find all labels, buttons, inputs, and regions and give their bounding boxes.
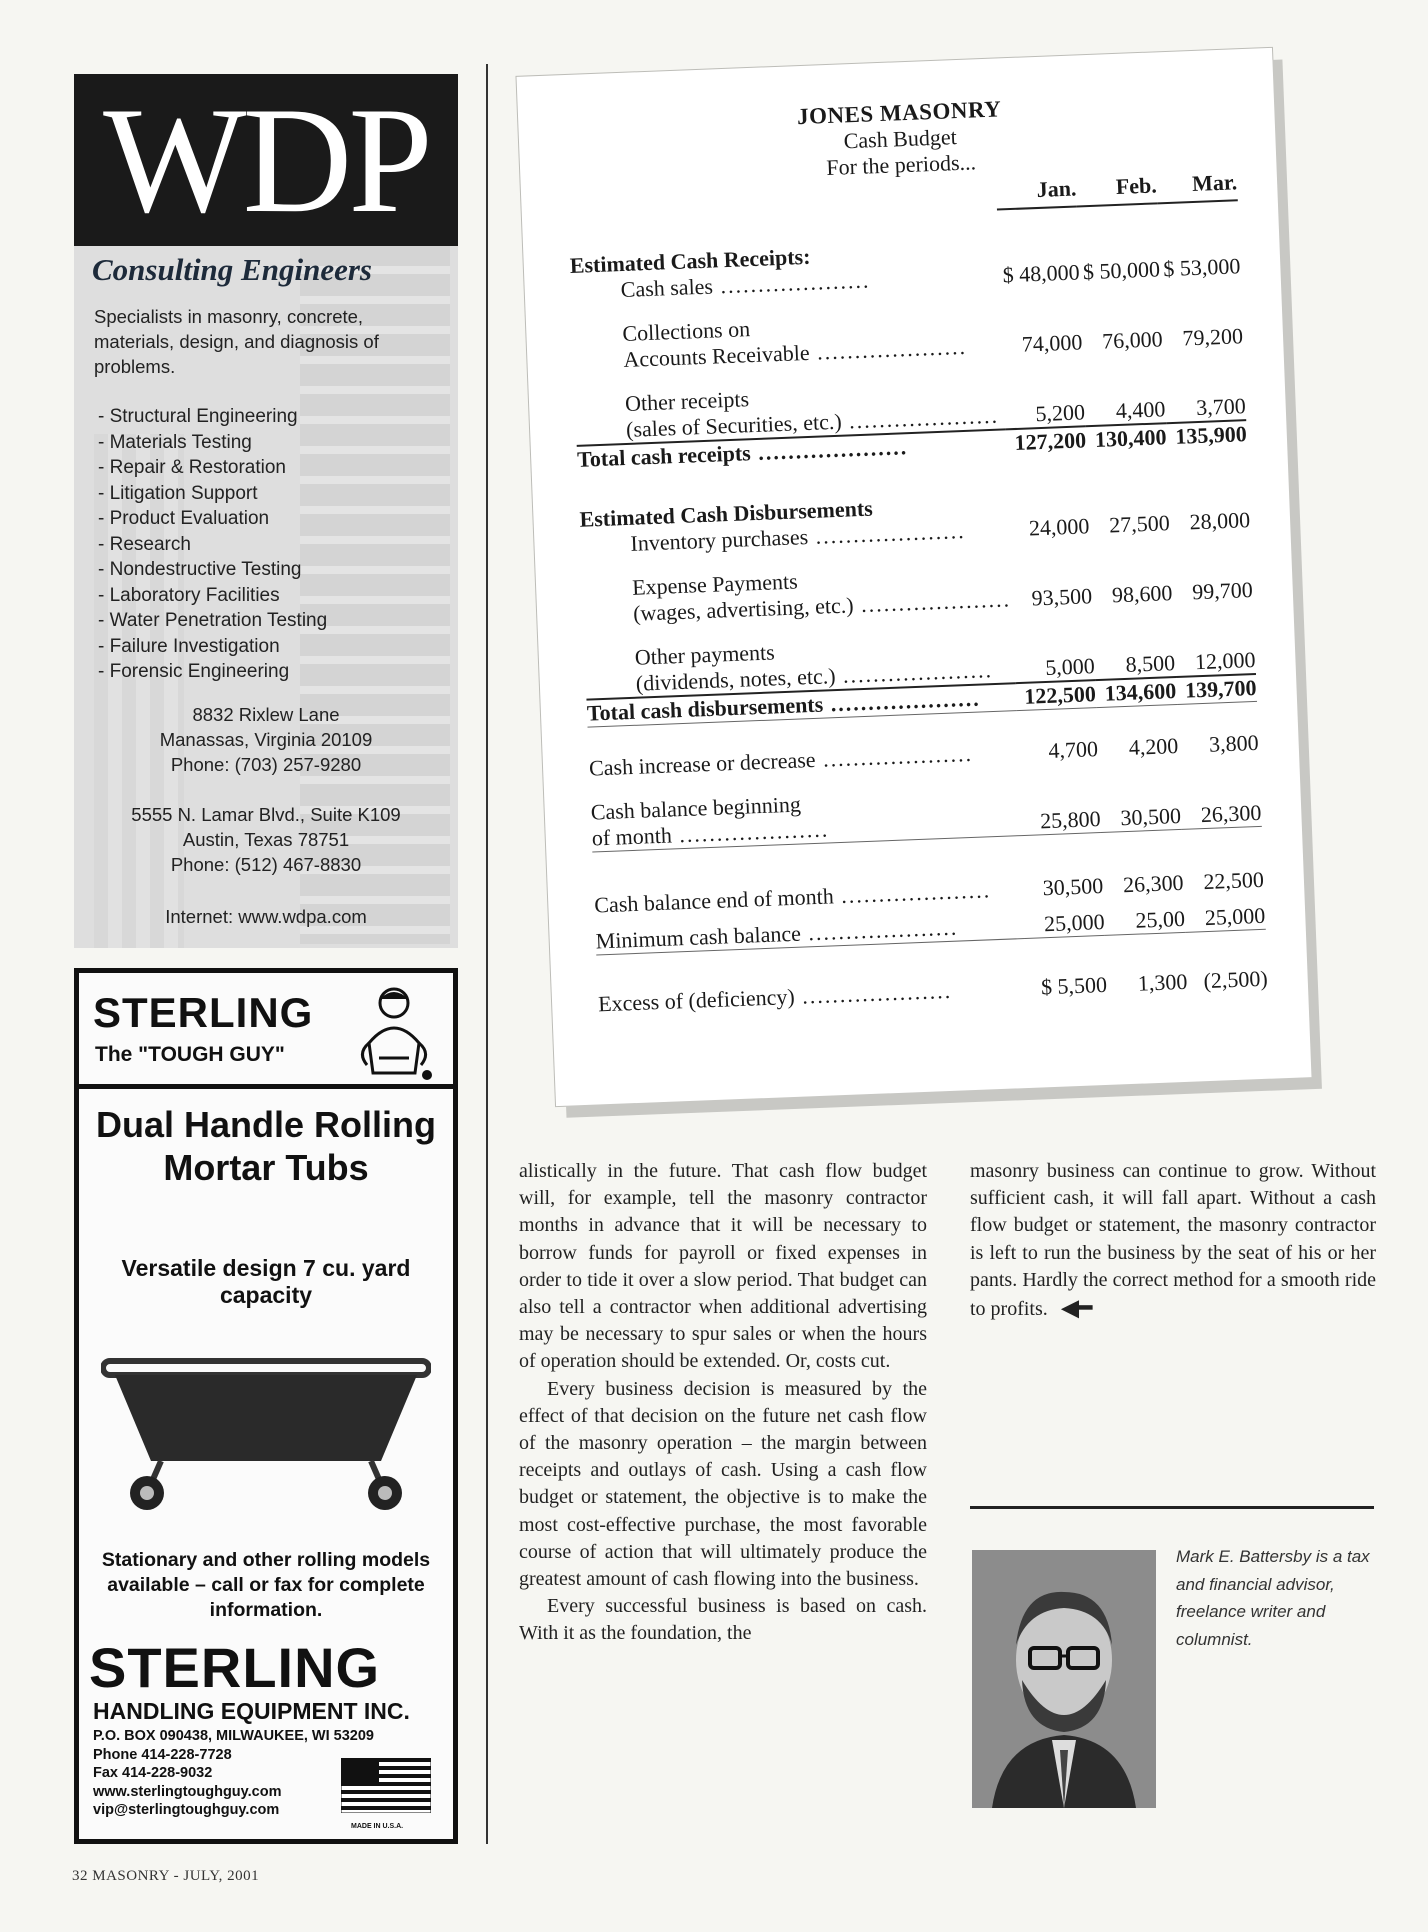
cell-feb: 26,300 (1101, 829, 1184, 899)
column-divider (486, 64, 488, 1844)
contact-line: vip@sterlingtoughguy.com (93, 1802, 280, 1818)
budget-title: Cash Budget (843, 124, 958, 154)
wdp-office-virginia (74, 702, 458, 777)
cell-jan: 4,700 (1016, 708, 1098, 766)
cell-feb: 25,00 (1134, 905, 1186, 933)
sterling-company: HANDLING EQUIPMENT INC. (93, 1698, 410, 1724)
service-item: - Water Penetration Testing (112, 608, 327, 634)
cell-mar: 135,900 (1166, 420, 1247, 450)
row-label-2: Accounts Receivable (622, 339, 811, 372)
column-header: Feb. (1076, 172, 1158, 206)
paragraph: Every successful business is based on cash. With it as the foundation, the (519, 1595, 927, 1645)
cell-feb: 98,600 (1111, 580, 1173, 608)
cell-feb: 8,500 (1125, 650, 1176, 677)
wdp-subtitle: Consulting Engineers (92, 252, 372, 287)
service-item: - Research (112, 532, 327, 558)
phone-line: Phone: (703) 257-9280 (170, 754, 362, 775)
author-divider (970, 1506, 1374, 1509)
wdp-advertisement (74, 74, 458, 948)
contact-line: Fax 414-228-9032 (93, 1765, 213, 1781)
row-label-2: (wages, advertising, etc.) (632, 592, 855, 626)
address-line: Manassas, Virginia 20109 (159, 729, 373, 750)
wdp-intro: Specialists in masonry, concrete, materials, design, and diagnosis of problems. (94, 306, 379, 377)
row-label: Expense Payments (631, 568, 799, 600)
cell-jan: 127,200 (1005, 426, 1086, 456)
cell-mar: (2,500) (1185, 929, 1268, 995)
service-item: - Laboratory Facilities (112, 583, 327, 609)
cell-mar: 3,700 (1195, 393, 1247, 421)
paragraph-text: masonry business can continue to grow. Without sufficient cash, it will fall apart. Without a cash flow budget or statement, the masonry contractor is left to run the business by the seat of his or her pants. Hardly the correct method for a smooth ride to profits. (970, 1160, 1376, 1321)
row-label-2: of month (591, 822, 673, 851)
cell-jan: 30,500 (1021, 833, 1104, 903)
cell-feb: 130,400 (1086, 423, 1167, 453)
cell-mar: 28,000 (1189, 507, 1251, 535)
row-label: Cash balance beginning (590, 791, 802, 825)
cell-mar: 22,500 (1181, 826, 1264, 896)
tough-guy-mascot-icon (349, 983, 439, 1083)
sterling-contact (93, 1727, 374, 1820)
cell-jan: 74,000 (1021, 329, 1083, 357)
page-folio: 32 MASONRY - JULY, 2001 (72, 1868, 260, 1884)
contact-line: P.O. BOX 090438, MILWAUKEE, WI 53209 (93, 1728, 374, 1744)
row-label: Total cash disbursements (586, 691, 824, 726)
cell-mar: 99,700 (1191, 577, 1254, 605)
contact-line: www.sterlingtoughguy.com (93, 1783, 282, 1800)
row-label: Other payments (634, 639, 776, 670)
cash-budget-table-card (517, 48, 1312, 1106)
row-label: Inventory purchases (630, 524, 809, 556)
author-bio: Mark E. Battersby is a tax and financial advisor, freelance writer and columnist. (1176, 1547, 1370, 1649)
row-label: Cash increase or decrease (588, 746, 817, 781)
article-column-left (519, 1158, 927, 1648)
cell-feb: 76,000 (1101, 326, 1164, 354)
us-flag-icon (341, 1758, 431, 1813)
sterling-brand-large: STERLING (89, 1636, 381, 1699)
address-line: Austin, Texas 78751 (182, 829, 350, 850)
column-header: Mar. (1156, 169, 1238, 203)
row-label: Collections on (621, 316, 751, 347)
wdp-office-texas (74, 802, 458, 877)
contact-line: Phone 414-228-7728 (93, 1746, 232, 1763)
paragraph: alistically in the future. That cash flow budget will, for example, tell the masonry contractor months in advance that it will be necessary to borrow funds for payroll or fixed expenses in order to tide it over a slow period. That budget can also tell a contractor when additional advertising may be necessary to spur sales or when the hours of operation should be extended. Or, costs cut. (519, 1160, 927, 1373)
cell-feb: 27,500 (1108, 510, 1171, 538)
cell-mar: 12,000 (1194, 646, 1256, 675)
end-mark-icon: ◀━ (1061, 1295, 1092, 1321)
cell-mar: 26,300 (1200, 799, 1262, 828)
cell-jan: 93,500 (1031, 583, 1093, 611)
row-label: Minimum cash balance (595, 920, 802, 954)
models-note: Stationary and other rolling models available – call or fax for complete information. (101, 1549, 431, 1621)
address-line: 5555 N. Lamar Blvd., Suite K109 (131, 804, 401, 825)
section-heading: Estimated Cash Receipts: (569, 243, 811, 278)
section-heading: Estimated Cash Disbursements (579, 495, 874, 532)
paragraph (970, 1158, 1376, 1323)
cash-budget-table (567, 169, 1268, 1017)
cell-feb: 134,600 (1095, 677, 1176, 708)
cell-feb: 4,400 (1115, 396, 1166, 424)
cell-jan: $ 5,500 (1025, 935, 1108, 1001)
row-label-2: (dividends, notes, etc.) (635, 663, 837, 696)
mortar-tub-image (101, 1343, 431, 1513)
service-item: - Structural Engineering (112, 404, 327, 430)
made-in-usa: MADE IN U.S.A. (351, 1823, 404, 1830)
row-label: Total cash receipts (576, 440, 752, 472)
paragraph: Every business decision is measured by the effect of that decision on the future net cash flow of the masonry operation – the margin between receipts and outlays of cash. Using a cash flow budget or statement, the objective is to make the most cost-effective purchase, the most favorable course of action that will ultimately produce the greatest amount of cash flowing into the business. (519, 1377, 927, 1591)
cell-jan: 122,500 (1015, 680, 1096, 711)
cell-jan: 25,800 (1039, 806, 1102, 834)
service-item: - Forensic Engineering (112, 659, 327, 685)
row-label: Cash sales (620, 273, 714, 303)
cell-feb: 4,200 (1096, 705, 1178, 763)
service-item: - Nondestructive Testing (112, 557, 327, 583)
cell-jan: $ 48,000 (1002, 259, 1081, 288)
cell-jan: 24,000 (1028, 513, 1090, 541)
row-label: Excess of (deficiency) (597, 983, 796, 1017)
cell-feb: 30,500 (1120, 802, 1182, 831)
wdp-services-list (109, 404, 328, 685)
cell-mar: 3,800 (1177, 701, 1259, 759)
service-item: - Litigation Support (112, 481, 327, 507)
budget-subtitle: For the periods... (825, 149, 977, 181)
article-column-right (970, 1158, 1376, 1323)
sterling-header (79, 973, 453, 1089)
cell-mar: 139,700 (1176, 674, 1257, 705)
budget-company: JONES MASONRY (796, 96, 1002, 130)
cell-mar: 79,200 (1182, 323, 1244, 351)
cell-jan: 25,000 (1043, 908, 1106, 937)
cell-feb: 1,300 (1105, 932, 1188, 998)
wdp-logo: WDP (74, 74, 458, 246)
row-label: Cash balance end of month (593, 883, 835, 918)
product-title: Dual Handle Rolling Mortar Tubs (95, 1104, 436, 1188)
service-item: - Repair & Restoration (112, 455, 327, 481)
service-item: - Materials Testing (112, 430, 327, 456)
cell-jan: 5,000 (1044, 653, 1096, 681)
row-label-2: (sales of Securities, etc.) (625, 408, 843, 442)
address-line: 8832 Rixlew Lane (192, 704, 340, 725)
cell-jan: 5,200 (1035, 399, 1086, 427)
row-label: Other receipts (624, 386, 750, 416)
phone-line: Phone: (512) 467-8830 (170, 854, 362, 875)
column-header: Jan. (996, 175, 1078, 209)
author-photo (972, 1550, 1156, 1808)
product-description: Versatile design 7 cu. yard capacity (121, 1255, 411, 1308)
cell-mar: $ 53,000 (1162, 253, 1241, 282)
cell-feb: $ 50,000 (1082, 256, 1161, 285)
service-item: - Failure Investigation (112, 634, 327, 660)
wdp-internet: Internet: www.wdpa.com (165, 906, 367, 927)
cell-mar: 25,000 (1204, 902, 1266, 931)
sterling-brand: STERLING (93, 989, 314, 1036)
sterling-tagline: The "TOUGH GUY" (95, 1043, 285, 1066)
sterling-advertisement (74, 968, 458, 1844)
service-item: - Product Evaluation (112, 506, 327, 532)
